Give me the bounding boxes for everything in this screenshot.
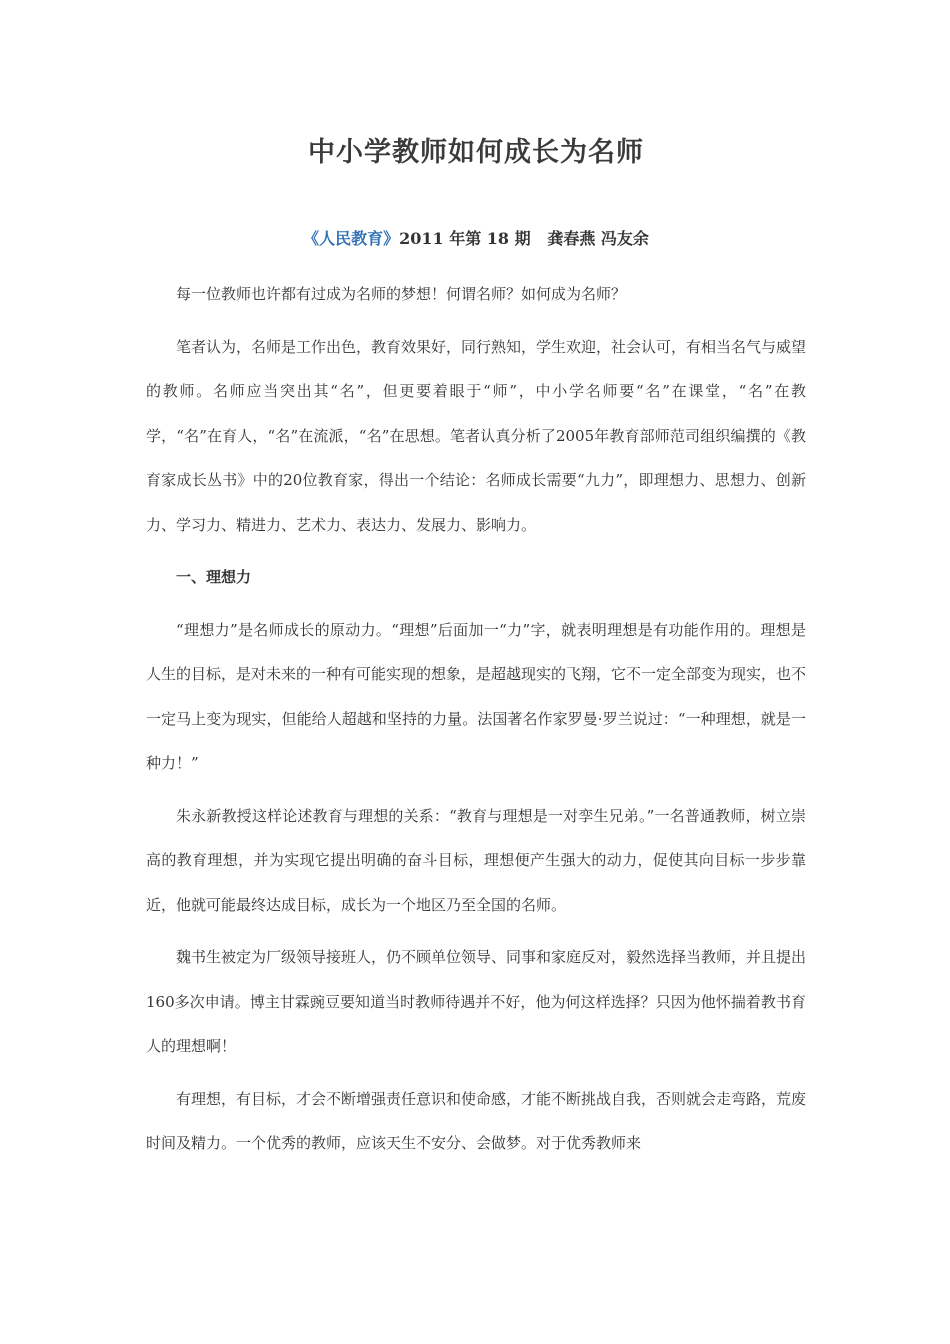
byline-authors: 龚春燕 冯友余	[547, 229, 649, 248]
section-paragraph: 有理想，有目标，才会不断增强责任意识和使命感，才能不断挑战自我，否则就会走弯路，荒废时间及精力。一个优秀的教师，应该天生不安分、会做梦。对于优秀教师来	[146, 1089, 807, 1152]
document-body	[146, 272, 806, 1174]
document-page	[146, 0, 806, 1344]
byline-source: 《人民教育》	[303, 229, 400, 248]
section-heading: 一、理想力	[176, 568, 252, 586]
section-paragraph: 朱永新教授这样论述教育与理想的关系：“教育与理想是一对孪生兄弟。”一名普通教师，树立崇高的教育理想，并为实现它提出明确的奋斗目标，理想便产生强大的动力，促使其向目标一步步靠近，他就可能最终达成目标，成长为一个地区乃至全国的名师。	[146, 806, 806, 914]
section-paragraph: 魏书生被定为厂级领导接班人，仍不顾单位领导、同事和家庭反对，毅然选择当教师，并且提出160多次申请。博主甘霖豌豆要知道当时教师待遇并不好，他为何这样选择？只因为他怀揣着教书育人的理想啊！	[146, 948, 807, 1055]
document-title: 中小学教师如何成长为名师	[308, 137, 644, 168]
section-paragraph: “理想力”是名师成长的原动力。“理想”后面加一“力”字，就表明理想是有功能作用的。理想是人生的目标，是对未来的一种有可能实现的想象，是超越现实的飞翔，它不一定全部变为现实，也不一定马上变为现实，但能给人超越和坚持的力量。法国著名作家罗曼·罗兰说过：“一种理想，就是一种力！”	[146, 620, 807, 772]
byline-issue: 2011 年第 18 期	[399, 229, 531, 248]
paragraph-definition: 笔者认为，名师是工作出色，教育效果好，同行熟知，学生欢迎，社会认可，有相当名气与威望的教师。名师应当突出其“名”，但更要着眼于“师”，中小学名师要“名”在课堂，“名”在教学，“名”在育人，“名”在流派，“名”在思想。笔者认真分析了2005年教育部师范司组织编撰的《教育家成长丛书》中的20位教育家，得出一个结论：名师成长需要“九力”，即理想力、思想力、创新力、学习力、精进力、艺术力、表达力、发展力、影响力。	[146, 337, 807, 534]
byline	[146, 226, 806, 249]
paragraph-intro: 每一位教师也许都有过成为名师的梦想！何谓名师？如何成为名师？	[176, 285, 627, 303]
